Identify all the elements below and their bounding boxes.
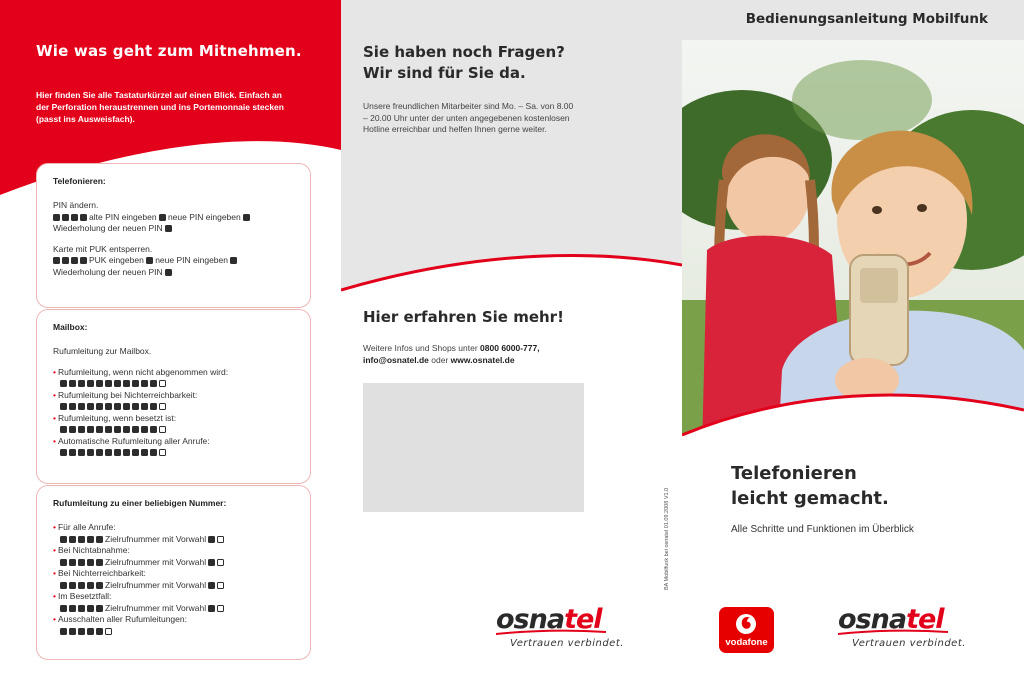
key-sequence xyxy=(60,449,166,456)
key-sequence xyxy=(60,426,166,433)
contact-panel xyxy=(341,0,682,683)
mailbox-intro: Rufumleitung zur Mailbox. xyxy=(53,346,152,356)
website-link[interactable]: www.osnatel.de xyxy=(450,355,515,365)
hotline-number: 0800 6000-777, xyxy=(480,343,540,353)
hotline-text: Unsere freundlichen Mitarbeiter sind Mo. – Sa. von 8.00 – 20.00 Uhr unter der unten angegebenen kostenlosen Hotline erreichbar und helfen Ihnen gerne weiter. xyxy=(363,101,574,134)
key-sequence xyxy=(60,403,166,410)
children-photo xyxy=(682,40,1024,470)
email-link[interactable]: info@osnatel.de xyxy=(363,355,429,365)
cover-panel xyxy=(682,0,1024,683)
pin-change: PIN ändern. alte PIN eingeben neue PIN eingeben Wiederholung der neuen PIN xyxy=(53,200,294,235)
list-item: • Rufumleitung, wenn besetzt ist: xyxy=(53,412,177,423)
cover-title: Telefonieren leicht gemacht. xyxy=(731,463,889,509)
forwarding-title: Rufumleitung zu einer beliebigen Nummer: xyxy=(53,498,227,508)
shortcut-heading: Wie was geht zum Mitnehmen. xyxy=(36,42,302,60)
key-sequence xyxy=(60,536,103,543)
shortcut-intro: Hier finden Sie alle Tastaturkürzel auf einen Blick. Einfach an der Perforation heraustrennen und ins Portemonnaie stecken (passt ins Ausweisfach). xyxy=(36,90,284,124)
mailbox-title: Mailbox: xyxy=(53,322,88,332)
key-sequence xyxy=(53,257,87,264)
list-item: • Rufumleitung bei Nichterreichbarkeit: xyxy=(53,389,198,400)
key-sequence xyxy=(60,605,103,612)
cover-header xyxy=(682,0,1024,40)
version-note: BA Mobilfunk bei osnatel 01.09.2008 V1.0 xyxy=(664,487,670,590)
list-item: • Rufumleitung, wenn nicht abgenommen wird: xyxy=(53,366,229,377)
key-sequence xyxy=(60,559,103,566)
list-item: • Bei Nichtabnahme: xyxy=(53,545,130,555)
list-item: • Für alle Anrufe: xyxy=(53,522,116,532)
telephony-box xyxy=(36,163,311,308)
cover-header-title: Bedienungsanleitung Mobilfunk xyxy=(745,11,988,27)
key-sequence xyxy=(53,214,87,221)
forwarding-box: Rufumleitung zu einer beliebigen Nummer: • Für alle Anrufe: Zielrufnummer mit Vorwahl • Bei Nichtabnahme: Zielrufnummer mit Vorwahl • Bei Nichterreichbarkeit: Zielrufnummer mit Vorwahl • Im Besetztfall: Zielrufnummer mit Vorwahl • Ausschalten aller Rufumleitungen: xyxy=(36,485,311,660)
mailbox-box xyxy=(36,309,311,484)
key-sequence xyxy=(60,628,112,635)
list-item: • Im Besetztfall: xyxy=(53,591,112,601)
vodafone-logo: vodafone xyxy=(719,607,774,653)
osnatel-logo: osnatel Vertrauen verbindet. xyxy=(496,604,624,649)
learn-more-heading: Hier erfahren Sie mehr! xyxy=(363,308,564,326)
osnatel-logo: osnatel Vertrauen verbindet. xyxy=(838,604,966,649)
vodafone-speechmark-icon xyxy=(735,613,757,635)
shortcut-panel xyxy=(0,0,341,683)
list-item: • Ausschalten aller Rufumleitungen: xyxy=(53,614,187,624)
contact-info: Weitere Infos und Shops unter 0800 6000-777, info@osnatel.de oder www.osnatel.de xyxy=(363,343,540,365)
puk-unlock: Karte mit PUK entsperren. PUK eingeben neue PIN eingeben Wiederholung der neuen PIN xyxy=(53,244,294,279)
slogan: Vertrauen verbindet. xyxy=(852,638,966,649)
list-item: • Bei Nichterreichbarkeit: xyxy=(53,568,146,578)
key-sequence xyxy=(60,582,103,589)
cover-subtitle: Alle Schritte und Funktionen im Überblick xyxy=(731,524,914,535)
address-placeholder xyxy=(363,383,584,512)
slogan: Vertrauen verbindet. xyxy=(510,638,624,649)
list-item: • Automatische Rufumleitung aller Anrufe: xyxy=(53,435,210,446)
telephony-title: Telefonieren: xyxy=(53,176,106,186)
key-sequence xyxy=(60,380,166,387)
questions-heading: Sie haben noch Fragen? Wir sind für Sie da. xyxy=(363,43,565,82)
